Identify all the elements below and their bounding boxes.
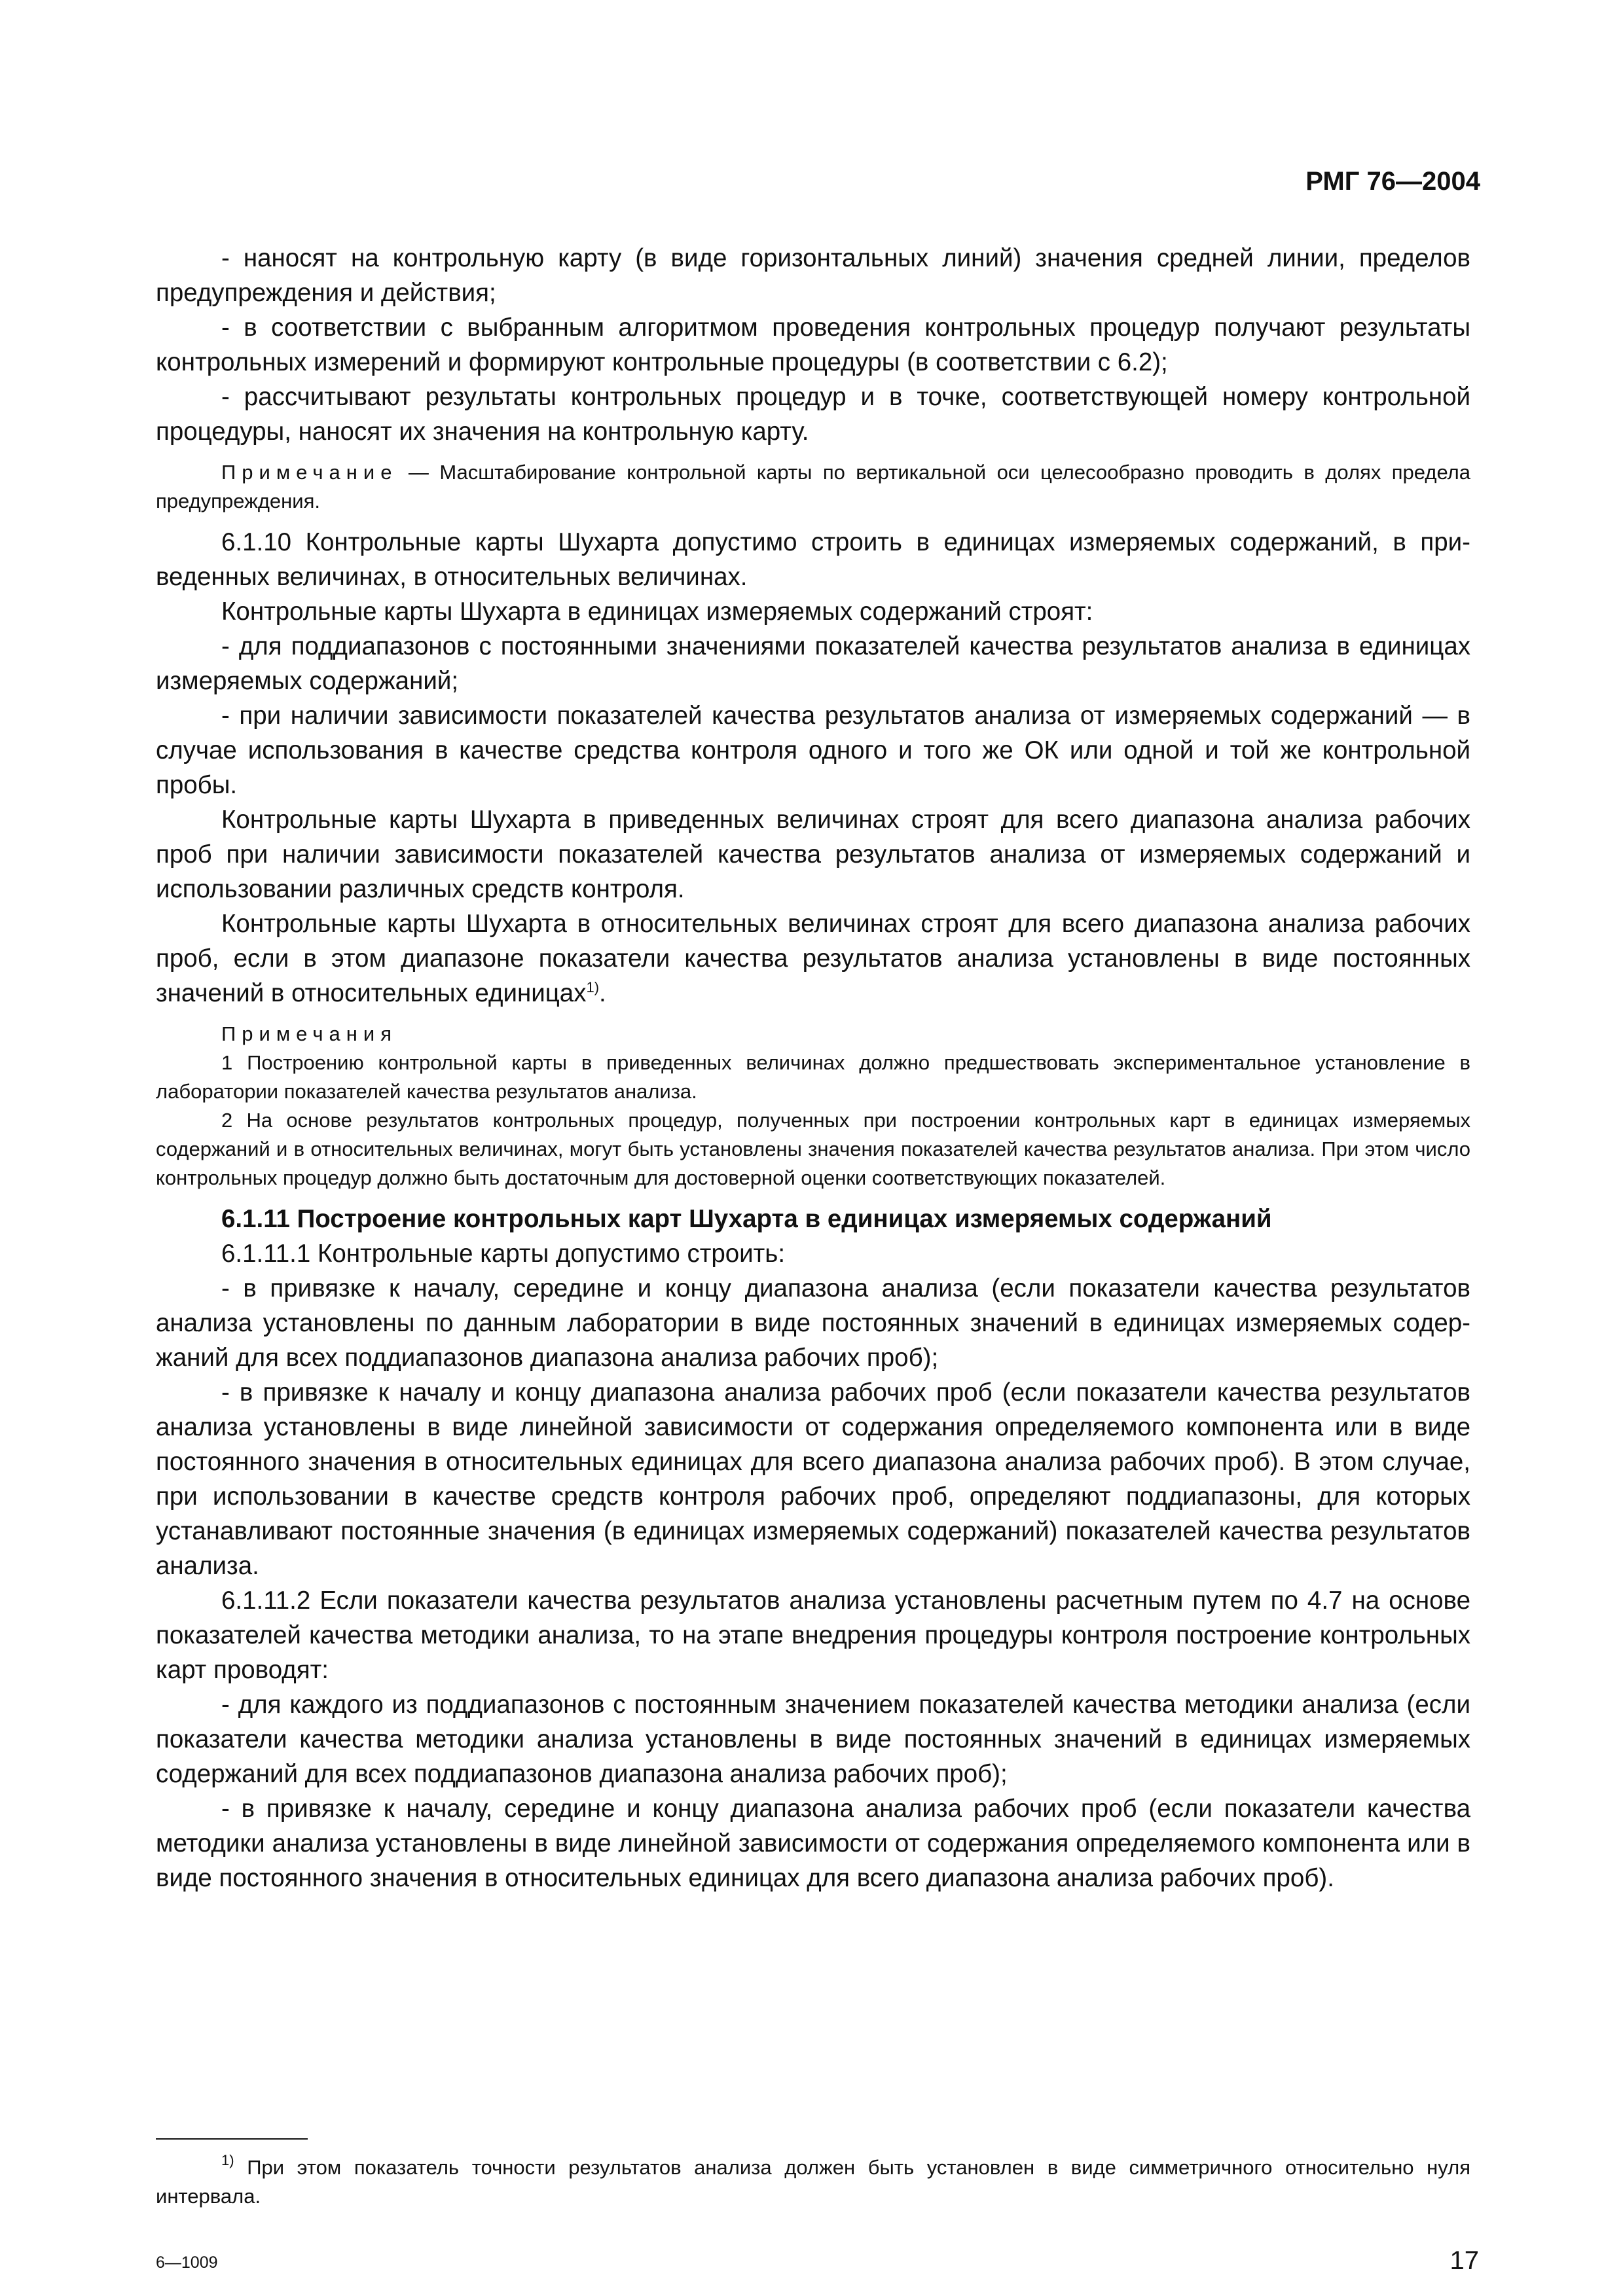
paragraph-5: Контрольные карты Шухарта в единицах измеряемых содержаний строят: (221, 598, 1093, 626)
footnote-divider (156, 2138, 308, 2140)
paragraph-6-1-11-2: 6.1.11.2 Если показатели качества результатов анализа установлены расчетным путем по 4.7 на основе показателей качества методики анализа, то на этапе внедрения процедуры контроля построение контрольных карт проводят: (156, 1587, 1470, 1684)
paragraph-15: - в привязке к началу, середине и концу диапазона анализа рабочих проб (если показатели качества методики анализа установлены в виде линейной зависимости от содержания определяемого компонента или в виде постоянного значения в относительных единицах для всего диапазона анализа рабочих проб). (156, 1795, 1470, 1892)
footnote (156, 2153, 1470, 2211)
paragraph-6-1-11-1: 6.1.11.1 Контрольные карты допустимо строить: (221, 1240, 786, 1268)
paragraph-2: - в соответствии с выбранным алгоритмом проведения контрольных процедур получают результаты контрольных измерений и формируют контрольные процедуры (в соответствии с 6.2); (156, 314, 1470, 376)
notes-label (156, 1020, 1470, 1049)
print-code: 6—1009 (156, 2253, 218, 2272)
footnote-text: При этом показатель точности результатов анализа должен быть установлен в виде симметричного относительно нуля интервала. (156, 2156, 1470, 2208)
paragraph-14: - для каждого из поддиапазонов с постоянным значением показателей качества методики анализа (если показатели качества методики анализа установлены в виде постоянных значений в единицах измеряемых содержаний для всех поддиапазонов диапазона анализа рабочих проб); (156, 1691, 1470, 1788)
paragraph-1: - наносят на контрольную карту (в виде горизонтальных линий) значения средней линии, пределов предупреждения и действия; (156, 244, 1470, 307)
note-1-text: — Масштабирование контрольной карты по вертикальной оси целесообразно проводить в долях предела предупреждения. (156, 461, 1470, 512)
footnote-marker: 1) (221, 2152, 234, 2168)
notes-label-text: Примечания (221, 1022, 397, 1045)
note-1-label: Примечание (221, 461, 398, 484)
document-code: РМГ 76—2004 (1305, 167, 1480, 196)
paragraph-6-1-10: 6.1.10 Контрольные карты Шухарта допустимо строить в единицах измеряемых содержаний, в приведенных величинах, в относительных величинах. (156, 528, 1470, 591)
footnote-ref: 1) (586, 979, 600, 996)
paragraph-9-text: Контрольные карты Шухарта в относительных величинах строят для всего диапазона анализа рабочих проб, если в этом диапазоне показатели качества результатов анализа установлены в виде постоянных значений в относительных единицах (156, 910, 1470, 1007)
paragraph-12: - в привязке к началу и концу диапазона анализа рабочих проб (если показатели качества результатов анализа установлены в виде линейной зависимости от содержания определяемого компонента или в виде постоянного значения в относительных единицах для всего диапазона анализа рабочих проб). В этом случае, при использовании в качестве средств контроля рабочих проб, определяют поддиапазоны, для которых устанавливают постоянные значения (в единицах измеряемых содержаний) показателей качества результатов анализа. (156, 1378, 1470, 1580)
paragraph-3: - рассчитывают результаты контрольных процедур и в точке, соответствующей номеру контрольной процедуры, наносят их значения на контрольную карту. (156, 383, 1470, 446)
note-3: 2 На основе результатов контрольных процедур, полученных при построении контрольных карт в единицах измеряемых содержаний и в относительных величинах, могут быть установлены значения показателей качества результатов анализа. При этом число контрольных процедур должно быть достаточным для достоверной оценки соответствующих показателей. (156, 1109, 1470, 1189)
main-text (156, 241, 1470, 1895)
section-heading: 6.1.11 Построение контрольных карт Шухарта в единицах измеряемых содержаний (221, 1205, 1272, 1233)
paragraph-11: - в привязке к началу, середине и концу диапазона анализа (если показатели качества результатов анализа установлены по данным лаборатории в виде постоянных значений в единицах измеряемых содержаний для всех поддиапазонов диапазона анализа рабочих проб); (156, 1274, 1470, 1372)
page-number: 17 (1450, 2246, 1479, 2275)
paragraph-6: - для поддиапазонов с постоянными значениями показателей качества результатов анализа в единицах измеряемых содержаний; (156, 632, 1470, 695)
note-1 (156, 458, 1470, 516)
paragraph-7: - при наличии зависимости показателей качества результатов анализа от измеряемых содержаний — в случае использования в качестве средства контроля одного и того же ОК или одной и той же контрольной пробы. (156, 702, 1470, 799)
paragraph-9-end: . (599, 979, 606, 1007)
paragraph-9 (156, 906, 1470, 1011)
note-2: 1 Построению контрольной карты в приведенных величинах должно предшествовать экспериментальное установление в лаборатории показателей качества результатов анализа. (156, 1051, 1470, 1103)
paragraph-8: Контрольные карты Шухарта в приведенных величинах строят для всего диапазона анализа рабочих проб при наличии зависимости показателей качества результатов анализа от измеряемых содержаний и использовании различных средств контроля. (156, 806, 1470, 903)
